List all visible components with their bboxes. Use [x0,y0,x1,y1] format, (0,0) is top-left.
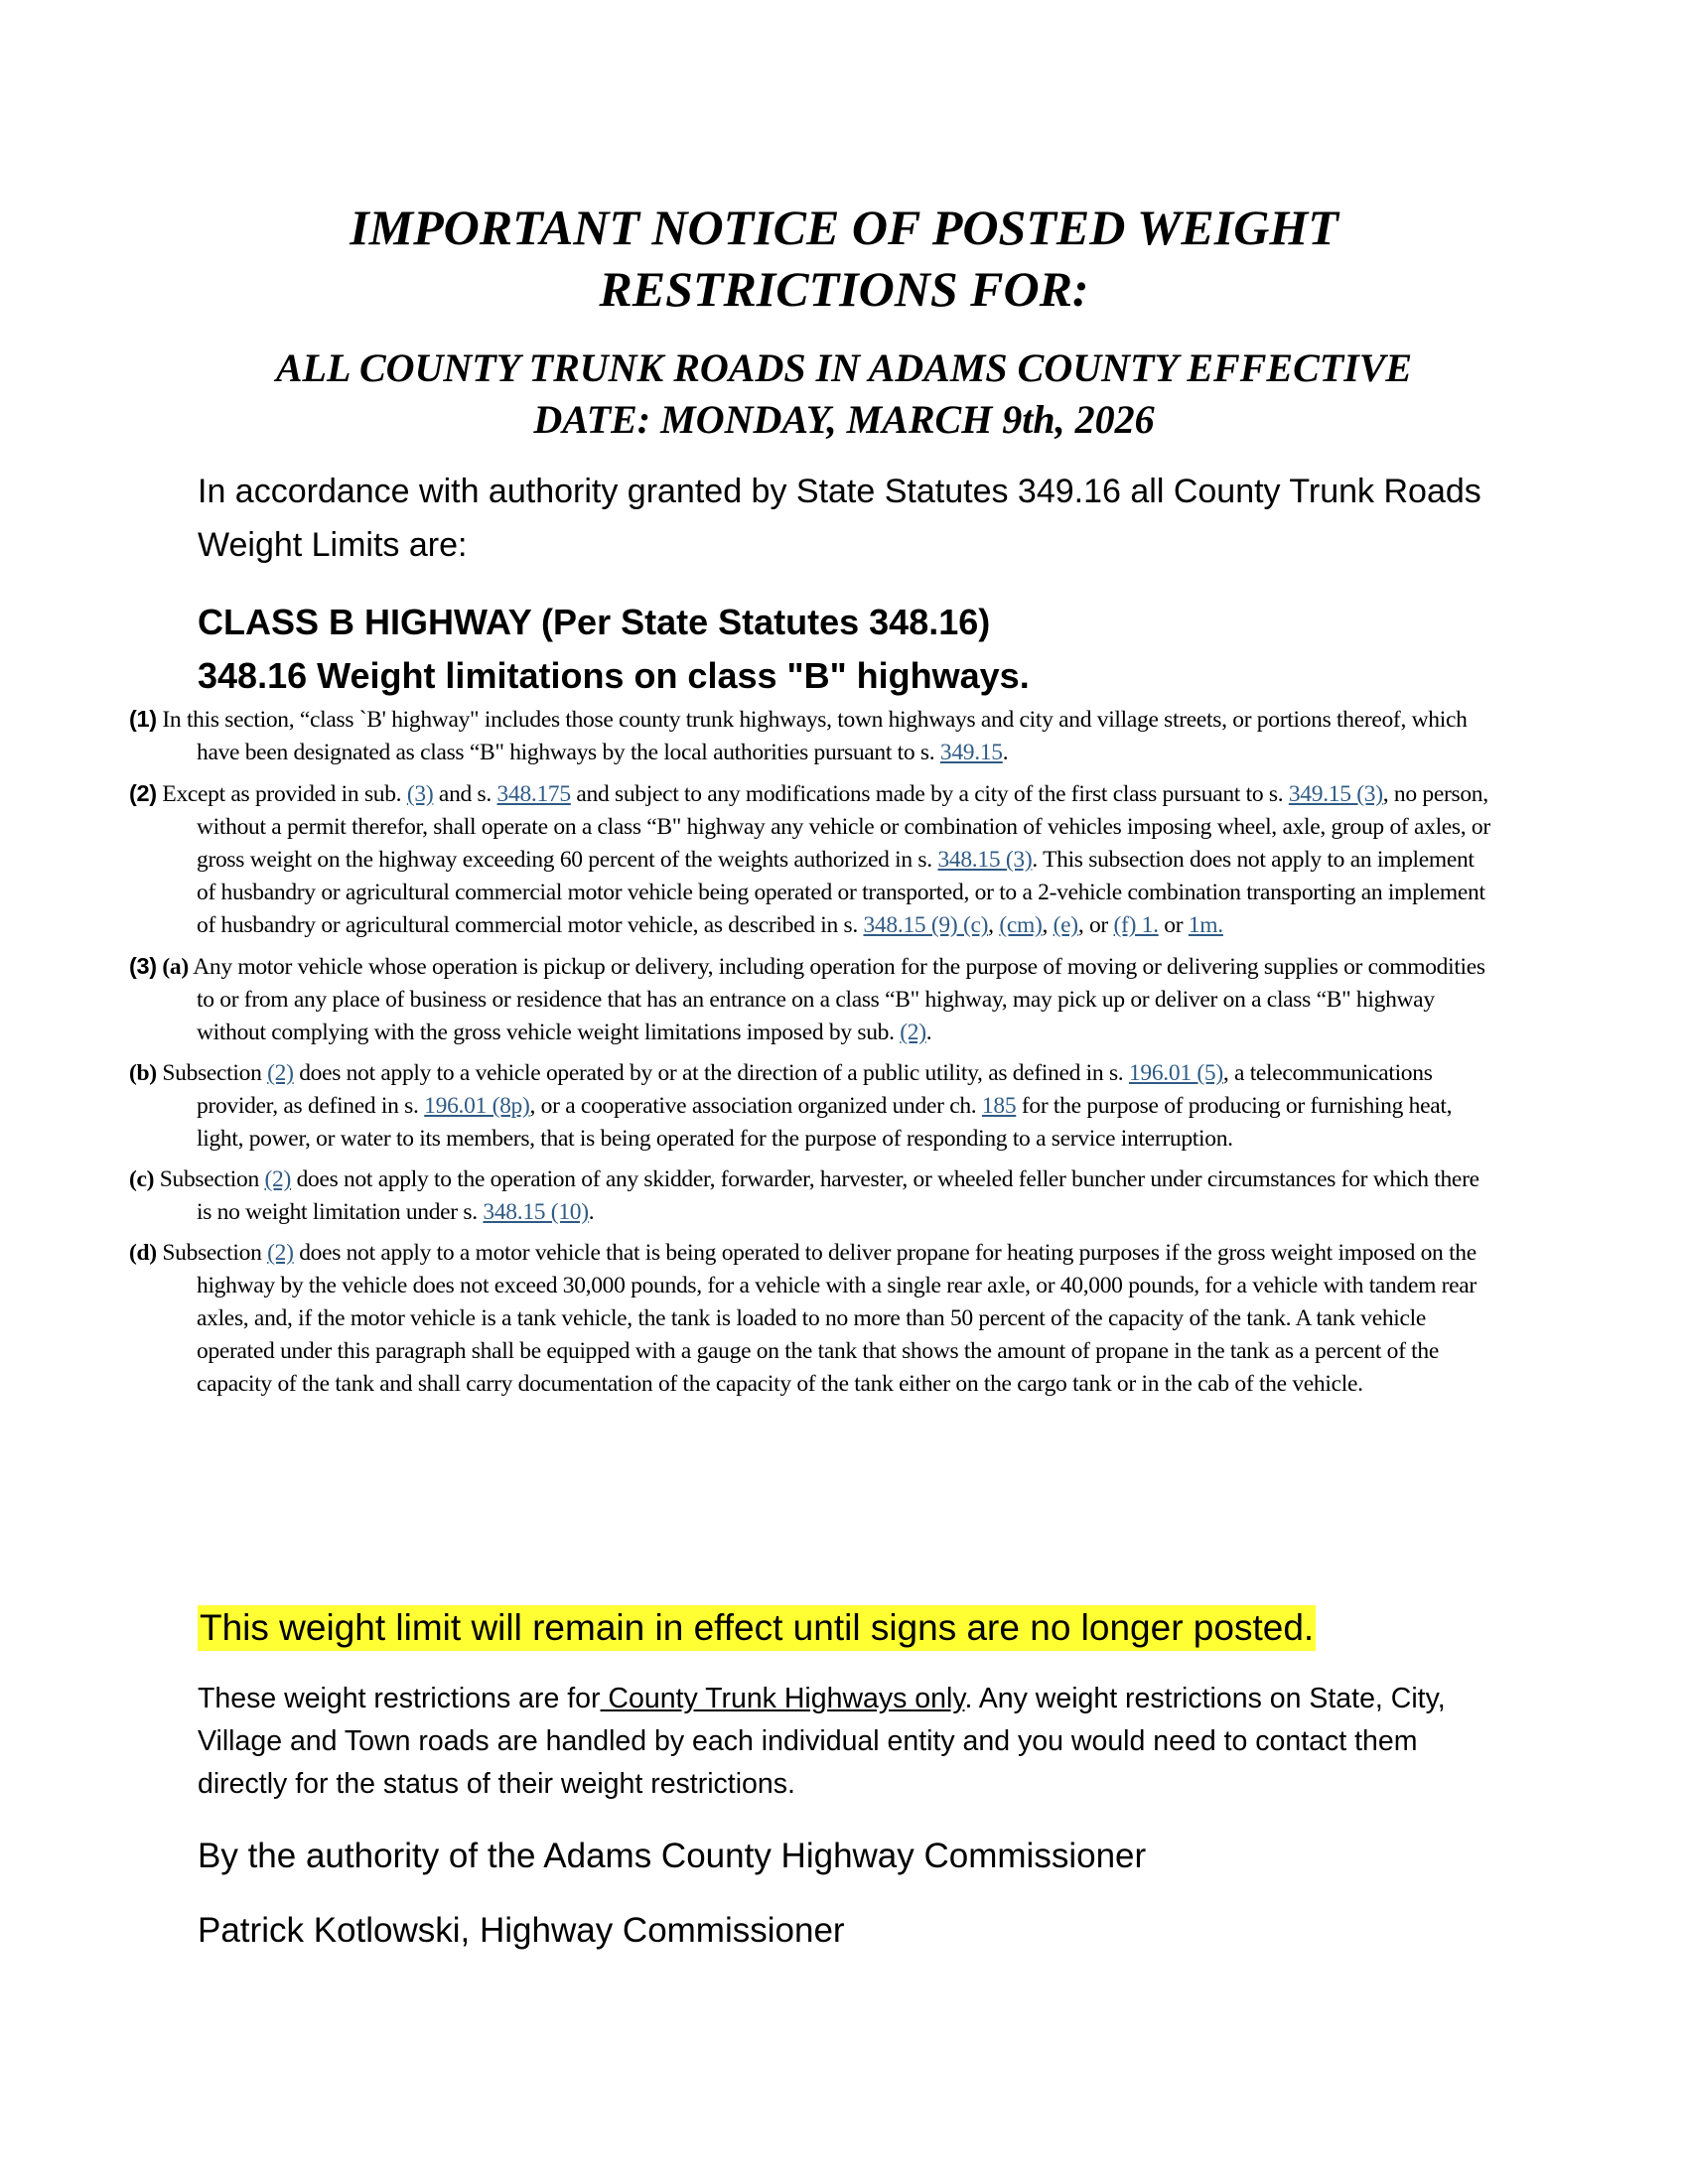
statute-text-segment: and subject to any modifications made by a city of the first class pursuant to s. [570,781,1289,807]
notice-subtitle [0,342,1688,446]
statute-text-segment: for the purpose of producing or furnishing heat, light, power, or water to its members, that is being operated for the purpose of responding to a service interruption. [197,1093,1453,1152]
statute-paragraph [129,703,1494,769]
subparagraph-label: (a) [162,954,189,980]
notice-title [0,197,1688,320]
statute-link[interactable]: 196.01 (8p) [424,1093,530,1119]
title-line: RESTRICTIONS FOR: [599,261,1089,317]
note-text: These weight restrictions are for [198,1683,601,1714]
statute-paragraph [129,1237,1494,1401]
paragraph-number: (1) [129,706,157,732]
statute-link[interactable]: (2) [267,1060,294,1086]
statute-link[interactable]: 348.15 (3) [937,847,1033,873]
statute-text-segment: does not apply to a vehicle operated by or at the direction of a public utility, as defined in s. [293,1060,1129,1086]
restriction-note [198,1678,1488,1806]
class-heading: CLASS B HIGHWAY (Per State Statutes 348.16) [198,602,991,642]
highlighted-notice: This weight limit will remain in effect until signs are no longer posted. [198,1605,1316,1651]
statute-paragraph [129,1163,1494,1229]
statute-text-segment: . [588,1199,595,1225]
statute-text-segment: , [1042,912,1054,938]
statute-link[interactable]: (2) [267,1240,294,1266]
statute-text-segment: Any motor vehicle whose operation is pickup or delivery, including operation for the purpose of moving or delivering supplies or commodities to or from any place of business or residence that has an entrance on a class “B" highway, may pick up or deliver on a class “B" highway without complying with the gross vehicle weight limitations imposed by sub. [188,954,1485,1045]
statute-text-segment: In this section, “class `B' highway" includes those county trunk highways, town highways and city and village streets, or portions thereof, which have been designated as class “B" highways by the local authorities pursuant to s. [162,707,1468,765]
statute-link[interactable]: 348.15 (10) [483,1199,589,1225]
statute-text-segment: Except as provided in sub. [162,781,407,807]
paragraph-number: (3) [129,953,157,979]
statute-text-segment: . This subsection does not apply to an implement of husbandry or agricultural commercial motor vehicle being operated or transported, or to a 2-vehicle combination transporting an implement of husbandry or agricultural commercial motor vehicle, as described in s. [197,847,1485,938]
statute-text-segment: Subsection [154,1166,265,1192]
statute-link[interactable]: 349.15 [939,740,1003,765]
title-line: IMPORTANT NOTICE OF POSTED WEIGHT [350,200,1338,255]
statute-link[interactable]: 348.15 (9) (c) [863,912,989,938]
signature-line: Patrick Kotlowski, Highway Commissioner [198,1911,845,1950]
note-text: . Any weight restrictions on State, City, Village and Town roads are handled by each individual entity and you would need to contact them directly for the status of their weight restrictions. [198,1683,1446,1800]
statute-link[interactable]: (2) [900,1020,926,1045]
subtitle-line: DATE: MONDAY, MARCH 9th, 2026 [533,397,1155,442]
statute-text-segment: , [988,912,1000,938]
statute-paragraph [129,777,1494,942]
statute-text-segment: , no person, without a permit therefor, shall operate on a class “B" highway any vehicle or combination of vehicles imposing wheel, axle, group of axles, or gross weight on the highway exceeding 60 percent of the weights authorized in s. [197,781,1490,873]
statute-link[interactable]: (f) 1. [1113,912,1159,938]
class-heading-block [198,596,1030,703]
statute-link[interactable]: 196.01 (5) [1128,1060,1223,1086]
statute-text-segment: and s. [433,781,497,807]
statute-text [129,703,1494,1409]
section-heading: 348.16 Weight limitations on class "B" highways. [198,655,1030,696]
statute-link[interactable]: 348.175 [496,781,571,807]
statute-text-segment: . [925,1020,932,1045]
statute-link[interactable]: 185 [981,1093,1017,1119]
note-emphasis: County Trunk Highways only [600,1683,965,1714]
statute-text-segment: Subsection [156,1060,268,1086]
statute-text-segment: , a telecommunications provider, as defined in s. [197,1060,1433,1119]
statute-text-segment: . [1002,740,1009,765]
statute-text-segment: Subsection [156,1240,268,1266]
statute-link[interactable]: 1m. [1188,912,1223,938]
statute-text-segment: does not apply to the operation of any skidder, forwarder, harvester, or wheeled feller buncher under circumstances for which there is no weight limitation under s. [197,1166,1479,1225]
statute-link[interactable]: 349.15 (3) [1288,781,1383,807]
intro-text: In accordance with authority granted by State Statutes 349.16 all County Trunk Roads Weight Limits are: [198,473,1481,564]
statute-text-segment: , or [1077,912,1114,938]
authority-line: By the authority of the Adams County Highway Commissioner [198,1837,1147,1875]
statute-link[interactable]: (cm) [999,912,1043,938]
statute-text-segment: , or a cooperative association organized under ch. [529,1093,982,1119]
subtitle-line: ALL COUNTY TRUNK ROADS IN ADAMS COUNTY EFFECTIVE [275,345,1413,390]
statute-link[interactable]: (3) [406,781,434,807]
subparagraph-label: (d) [129,1240,157,1266]
subparagraph-label: (b) [129,1060,157,1086]
statute-text-segment: does not apply to a motor vehicle that is being operated to deliver propane for heating purposes if the gross weight imposed on the highway by the vehicle does not exceed 30,000 pounds, for a vehicle with a single rear axle, or 40,000 pounds, for a vehicle with tandem rear axles, and, if the motor vehicle is a tank vehicle, the tank is loaded to no more than 50 percent of the capacity of the tank. A tank vehicle operated under this paragraph shall be equipped with a gauge on the tank that shows the amount of propane in the tank as a percent of the capacity of the tank and shall carry documentation of the capacity of the tank either on the cargo tank or in the cab of the vehicle. [197,1240,1477,1397]
statute-paragraph [129,1057,1494,1156]
statute-link[interactable]: (2) [264,1166,291,1192]
statute-link[interactable]: (e) [1053,912,1078,938]
statute-paragraph [129,950,1494,1049]
subparagraph-label: (c) [129,1166,155,1192]
statute-text-segment: or [1158,912,1189,938]
paragraph-number: (2) [129,780,157,806]
